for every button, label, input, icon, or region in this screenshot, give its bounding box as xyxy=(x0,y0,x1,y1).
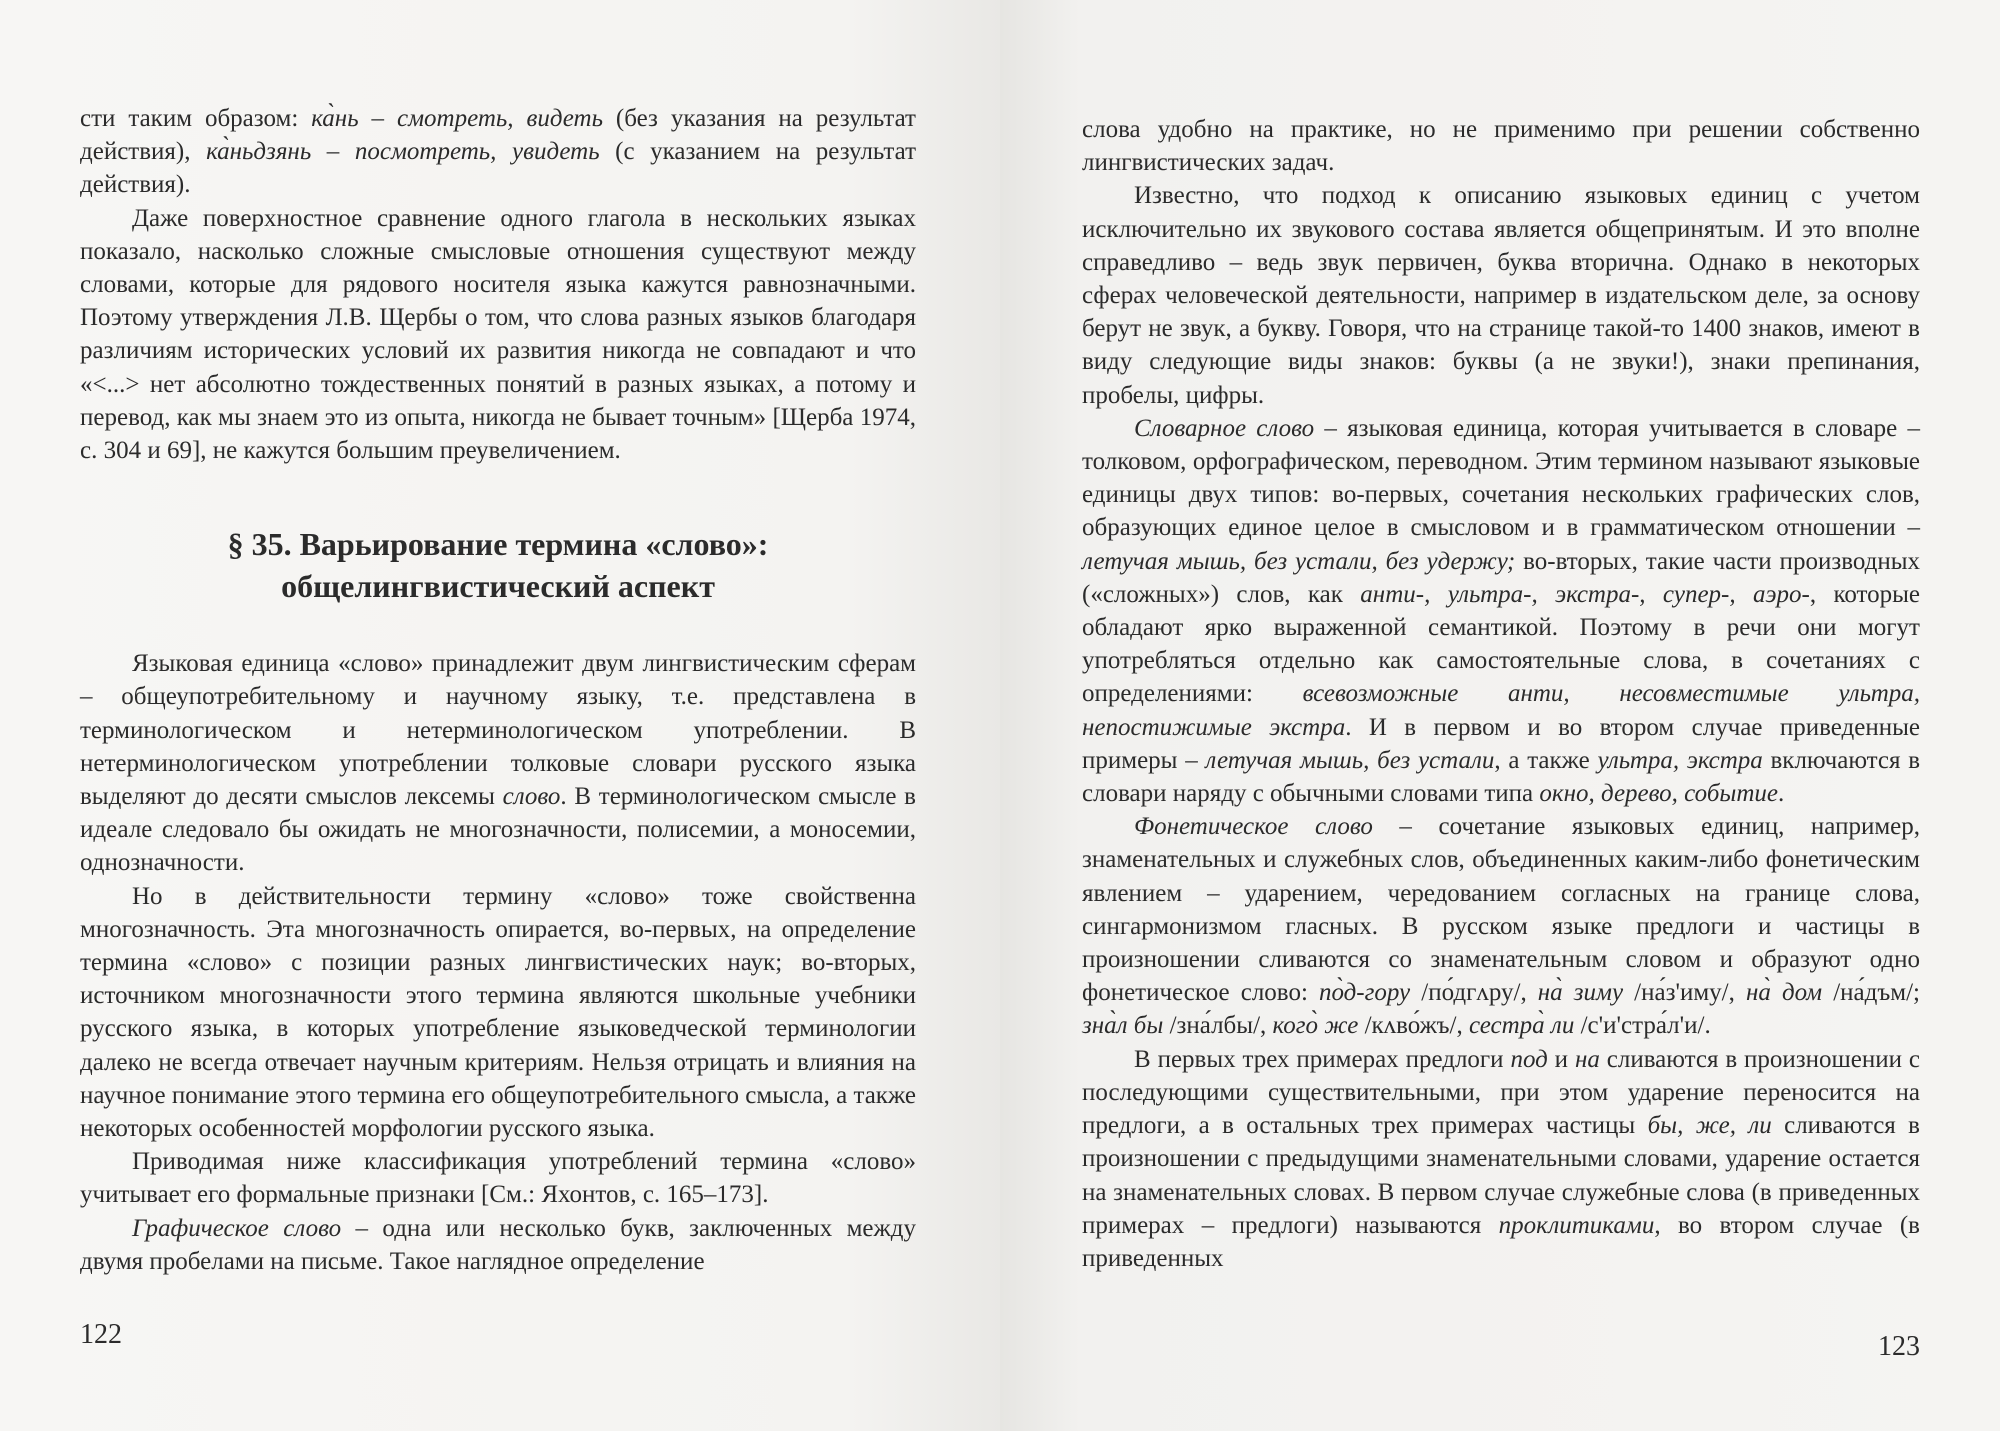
italic-term: анти-, ультра-, экстра-, супер-, аэро- xyxy=(1360,580,1810,608)
text-run: , а также xyxy=(1494,746,1598,774)
text-run: и xyxy=(1547,1045,1575,1073)
text-run: Языковая единица «слово» принадлежит двум лингвистическим сферам – общеупотребительному и научному языку, т.е. представлена в терминологическом и нетерминологическом употреблении. В нетерминологическом употреблении толковые словари русского языка выделяют до десяти смыслов лексемы xyxy=(80,650,916,811)
italic-term: ка̀нь – смотреть, видеть xyxy=(311,105,603,132)
text-run: /кʌво́жъ/, xyxy=(1358,1012,1469,1040)
italic-term: летучая мышь, без устали, без удержу; xyxy=(1082,547,1516,575)
italic-term: ка̀ньдзянь – посмотреть, увидеть xyxy=(206,138,600,166)
text-run: В первых трех примерах предлоги xyxy=(1134,1045,1511,1073)
italic-term: на̀ дом xyxy=(1745,979,1823,1007)
italic-term: кого̀ же xyxy=(1272,1012,1359,1040)
paragraph xyxy=(80,1145,916,1211)
section-heading xyxy=(80,523,916,607)
page-number-right: 123 xyxy=(1878,1331,1920,1362)
text-run: – одна или несколько букв, заключенных между двумя пробелами на письме. Такое наглядное определение xyxy=(80,1214,916,1275)
text-run: Приводимая ниже классификация употреблений термина «слово» учитывает его формальные признаки [См.: Яхонтов, с. 165–173]. xyxy=(80,1148,916,1209)
left-text-column xyxy=(80,102,916,1278)
text-run: слова удобно на практике, но не применимо при решении собственно лингвистических задач. xyxy=(1082,116,1920,177)
text-run: – сочетание языковых единиц, например, знаменательных и служебных слов, объединенных каким-либо фонетическим явлением – ударением, чередованием согласных на границе слова, сингармонизмом гласных. В русском языке предлоги и частицы в произношении сливаются со знаменательным словом и образуют одно фонетическое слово: xyxy=(1082,813,1920,1007)
paragraph xyxy=(1082,179,1920,411)
text-run: Даже поверхностное сравнение одного глагола в нескольких языках показало, насколько сложные смысловые отношения существуют между словами, которые для рядового носителя языка кажутся равнозначными. Поэтому утверждения Л.В. Щербы о том, что слова разных языков благодаря различиям исторических условий их развития никогда не совпадают и что «<...> нет абсолютно тождественных понятий в разных языках, а потому и перевод, как мы знаем это из опыта, никогда не бывает точным» [Щерба 1974, с. 304 и 69], не кажутся большим преувеличением. xyxy=(80,204,916,465)
text-run: /по́дгʌру/, xyxy=(1410,979,1538,1007)
italic-term: на xyxy=(1574,1045,1600,1073)
page-number-left: 122 xyxy=(80,1319,122,1350)
paragraph xyxy=(1082,810,1920,1042)
italic-term: Графическое слово xyxy=(132,1214,342,1242)
paragraph xyxy=(1082,412,1920,810)
text-run: /на́з'иму/, xyxy=(1623,979,1746,1007)
italic-term: по̀д-гору xyxy=(1318,979,1411,1007)
right-page xyxy=(1000,0,2000,1431)
paragraph xyxy=(80,647,916,879)
italic-term: Фонетическое слово xyxy=(1134,813,1373,841)
text-run: . И в первом и во втором случае приведенные примеры – xyxy=(1082,713,1920,774)
text-run: включаются в словари наряду с обычными словами типа xyxy=(1082,746,1921,808)
text-run: сти таким образом: xyxy=(80,105,312,132)
paragraph xyxy=(80,102,916,202)
text-run: . xyxy=(1777,780,1785,808)
italic-term: на̀ зиму xyxy=(1537,979,1624,1007)
paragraph xyxy=(1082,113,1920,179)
right-paragraphs xyxy=(1082,113,1920,1275)
italic-term: проклитиками xyxy=(1498,1211,1655,1239)
text-run: сливаются в произношении с предыдущими знаменательными словами, ударение остается на знаменательных словах. В первом случае служебные слова (в приведенных примерах – предлоги) называются xyxy=(1082,1112,1920,1239)
italic-term: Словарное слово xyxy=(1134,414,1315,442)
paragraph xyxy=(1082,1043,1920,1275)
italic-term: зна̀л бы xyxy=(1082,1012,1164,1040)
text-run: Но в действительности термину «слово» тоже свойственна многозначность. Эта многозначность опирается, во-первых, на определение термина «слово» с позиции разных лингвистических наук; во-вторых, источником многозначности этого термина являются школьные учебники русского языка, в которых употребление языковедческой терминологии далеко не всегда отвечает научным критериям. Нельзя отрицать и влияния на научное понимание этого термина его общеупотребительного смысла, а также некоторых особенностей морфологии русского языка. xyxy=(80,882,916,1143)
text-run: /на́дъм/; xyxy=(1822,979,1920,1007)
section-heading-line-1: § 35. Варьирование термина «слово»: xyxy=(227,526,769,563)
text-run: , во втором случае (в приведенных xyxy=(1082,1211,1920,1272)
text-run: сливаются в произношении с последующими существительными, при этом ударение переносится на предлоги, а в остальных трех примерах частицы xyxy=(1082,1045,1921,1140)
italic-term: всевозможные анти, несовместимые ультра, непостижимые экстра xyxy=(1082,680,1920,741)
italic-term: ультра, экстра xyxy=(1597,746,1763,774)
text-run: /зна́лбы/, xyxy=(1163,1012,1273,1040)
right-text-column xyxy=(1082,113,1920,1275)
left-paragraphs-before xyxy=(80,102,916,467)
italic-term: окно, дерево, событие xyxy=(1539,780,1778,808)
paragraph xyxy=(80,202,916,468)
text-run: (без указания на результат действия), xyxy=(80,105,916,166)
text-run: . В терминологическом смысле в идеале следовало бы ожидать не многозначности, полисемии, а моносемии, однозначности. xyxy=(80,783,916,877)
text-run: /с'и'стра́л'и/. xyxy=(1574,1012,1711,1040)
text-run: Известно, что подход к описанию языковых единиц с учетом исключительно их звукового состава является общепринятым. И это вполне справедливо – ведь звук первичен, буква вторична. Однако в некоторых сферах человеческой деятельности, например в издательском деле, за основу берут не звук, а букву. Говоря, что на странице такой-то 1400 знаков, имеют в виду следующие виды знаков: буквы (а не звуки!), знаки препинания, пробелы, цифры. xyxy=(1082,182,1920,409)
paragraph xyxy=(80,880,916,1146)
italic-term: слово xyxy=(502,783,561,811)
italic-term: бы, же, ли xyxy=(1647,1112,1772,1140)
italic-term: летучая мышь, без устали xyxy=(1205,746,1495,774)
text-run: во-вторых, такие части производных («сложных») слов, как xyxy=(1082,547,1921,608)
text-run: , которые обладают ярко выраженной семантикой. Поэтому в речи они могут употребляться отдельно как самостоятельные слова, в сочетаниях с определениями: xyxy=(1082,580,1920,708)
text-run: (с указанием на результат действия). xyxy=(80,138,916,199)
text-run: – языковая единица, которая учитывается в словаре – толковом, орфографическом, переводном. Этим термином называют языковые единицы двух типов: во-первых, сочетания нескольких графических слов, образующих единое целое в смысловом и в грамматическом отношении – xyxy=(1082,414,1920,542)
paragraph xyxy=(80,1212,916,1278)
section-heading-line-2: общелингвистический аспект xyxy=(281,568,715,605)
italic-term: под xyxy=(1510,1045,1548,1073)
italic-term: сестра̀ ли xyxy=(1468,1012,1575,1040)
left-paragraphs-after xyxy=(80,647,916,1278)
